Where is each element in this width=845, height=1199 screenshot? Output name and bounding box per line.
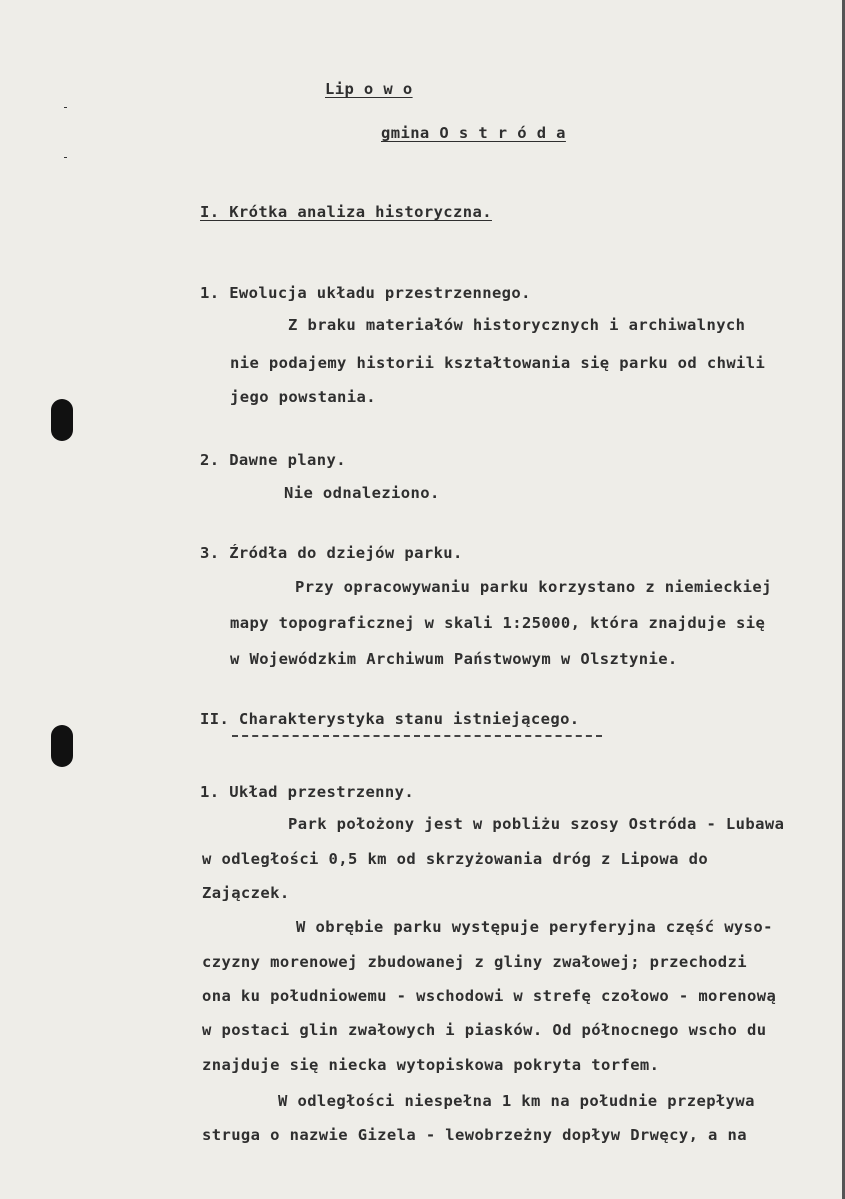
margin-mark — [64, 157, 67, 158]
paragraph-line: w odległości 0,5 km od skrzyżowania dróg z Lipowa do — [202, 850, 709, 868]
punch-hole — [51, 399, 73, 441]
paragraph-line: jego powstania. — [230, 388, 376, 406]
paragraph-line: Z braku materiałów historycznych i archiwalnych — [288, 316, 746, 334]
paragraph-line: znajduje się niecka wytopiskowa pokryta torfem. — [202, 1056, 660, 1074]
punch-hole — [51, 725, 73, 767]
paragraph-line: Nie odnaleziono. — [284, 484, 440, 502]
document-subtitle: gmina O s t r ó d a — [381, 124, 566, 142]
section-heading-1: I. Krótka analiza historyczna. — [200, 203, 492, 221]
document-title: Lip o w o — [325, 80, 413, 98]
paragraph-line: nie podajemy historii kształtowania się parku od chwili — [230, 354, 766, 372]
item-heading: 2. Dawne plany. — [200, 451, 346, 469]
section-heading-2: II. Charakterystyka stanu istniejącego. — [200, 710, 580, 728]
paragraph-line: mapy topograficznej w skali 1:25000, która znajduje się — [230, 614, 766, 632]
item-heading: 3. Źródła do dziejów parku. — [200, 544, 463, 562]
heading-underline — [232, 735, 602, 737]
paragraph-line: Park położony jest w pobliżu szosy Ostróda - Lubawa — [288, 815, 785, 833]
paragraph-line: ona ku południowemu - wschodowi w strefę czołowo - morenową — [202, 987, 777, 1005]
paragraph-line: czyzny morenowej zbudowanej z gliny zwałowej; przechodzi — [202, 953, 747, 971]
paragraph-line: Zajączek. — [202, 884, 290, 902]
item-heading: 1. Ewolucja układu przestrzennego. — [200, 284, 531, 302]
margin-mark — [64, 107, 67, 108]
paragraph-line: Przy opracowywaniu parku korzystano z niemieckiej — [295, 578, 772, 596]
paragraph-line: struga o nazwie Gizela - lewobrzeżny dopływ Drwęcy, a na — [202, 1126, 747, 1144]
item-heading: 1. Układ przestrzenny. — [200, 783, 415, 801]
paragraph-line: W odległości niespełna 1 km na południe przepływa — [278, 1092, 755, 1110]
paragraph-line: W obrębie parku występuje peryferyjna część wyso- — [296, 918, 773, 936]
paragraph-line: w Wojewódzkim Archiwum Państwowym w Olsztynie. — [230, 650, 678, 668]
paragraph-line: w postaci glin zwałowych i piasków. Od północnego wscho du — [202, 1021, 767, 1039]
